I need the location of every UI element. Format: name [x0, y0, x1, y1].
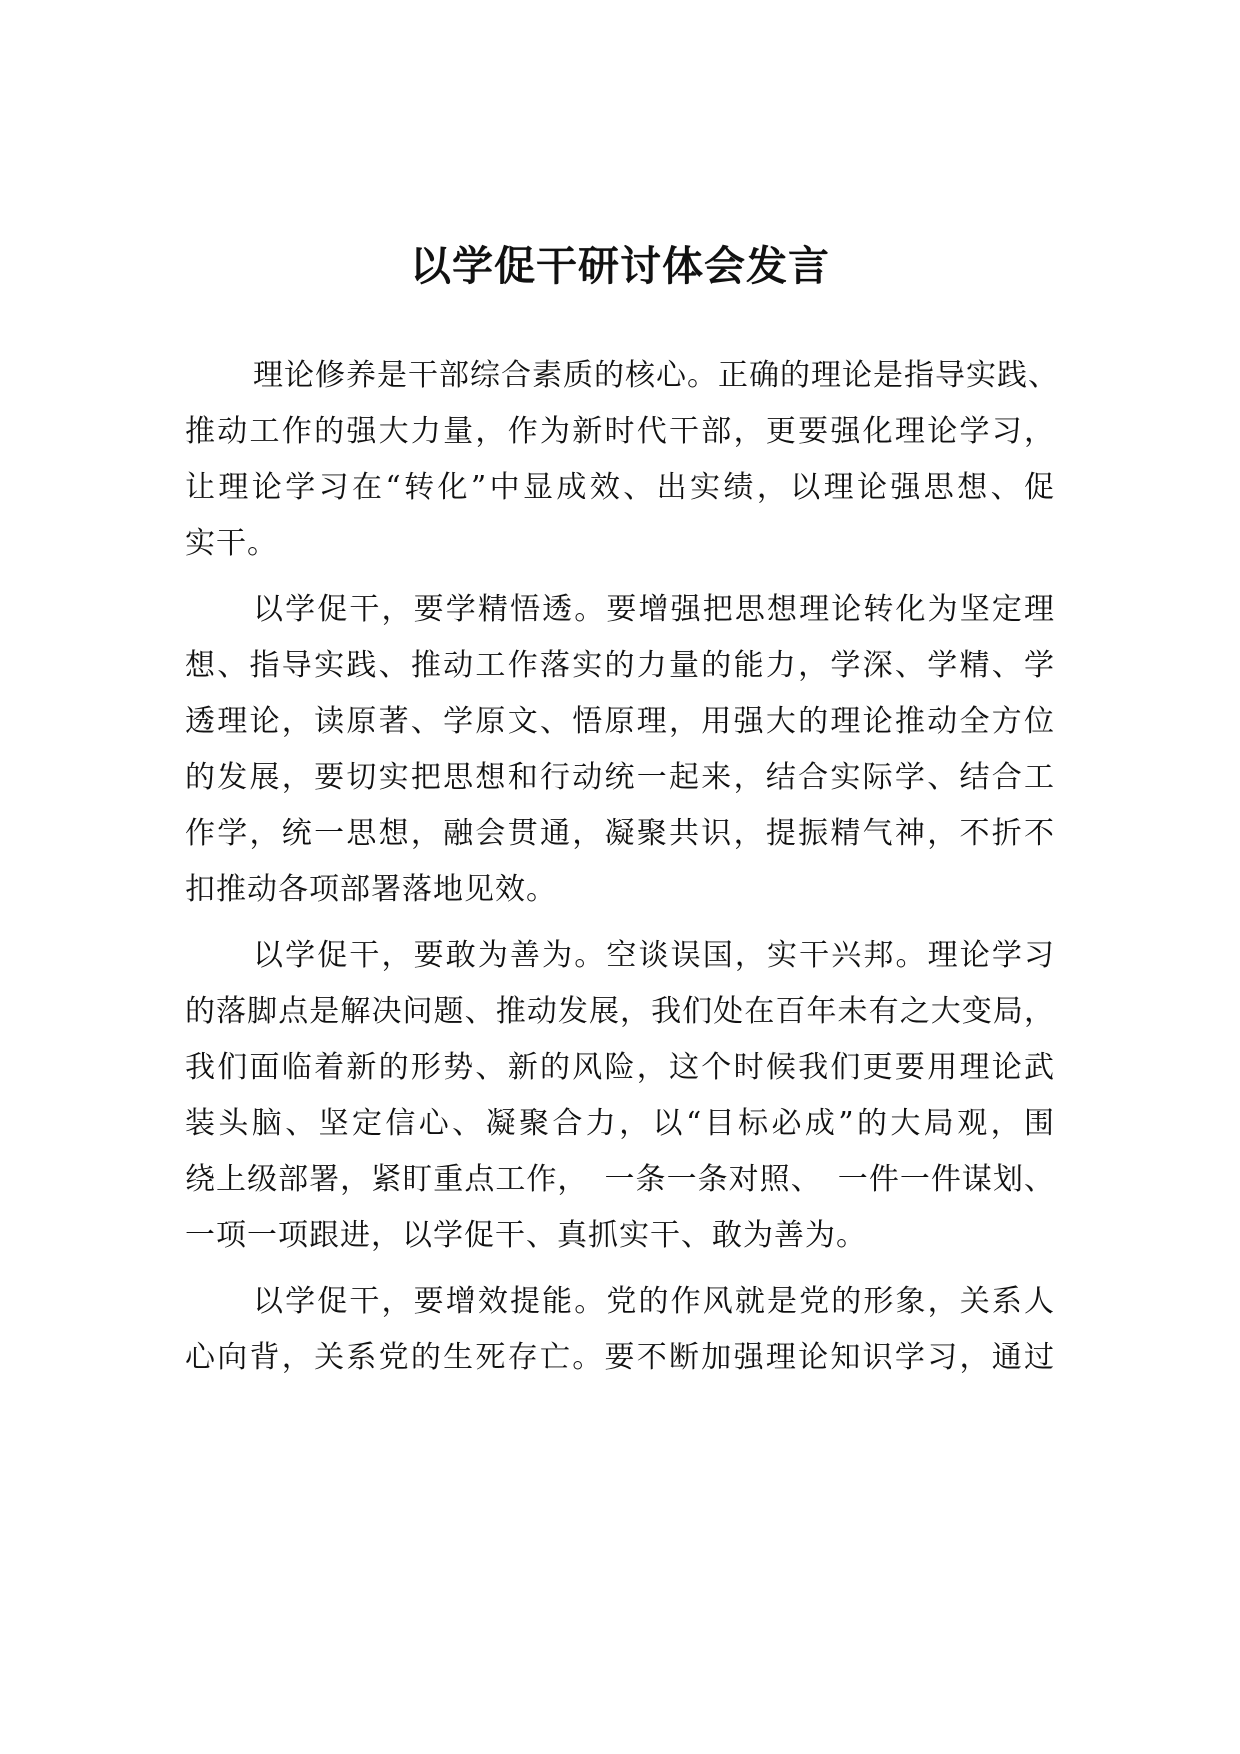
paragraph-2	[185, 582, 1055, 918]
text-line: 实干。	[185, 526, 278, 561]
paragraph-1	[185, 348, 1059, 572]
text-line: 以学促干，要学精悟透。要增强把思想理论转化为坚定理	[253, 592, 1055, 627]
text-line: 理论修养是干部综合素质的核心。正确的理论是指导实践、	[253, 358, 1059, 393]
text-line: 心向背，关系党的生死存亡。要不断加强理论知识学习，通过	[185, 1340, 1055, 1375]
text-line: 一项一项跟进，以学促干、真抓实干、敢为善为。	[185, 1218, 867, 1253]
document-body	[185, 348, 1059, 1396]
text-line: 推动工作的强大力量，作为新时代干部，更要强化理论学习，	[185, 414, 1055, 449]
document-title: 以学促干研讨体会发言	[410, 242, 830, 290]
text-line: 透理论，读原著、学原文、悟原理，用强大的理论推动全方位	[185, 704, 1055, 739]
text-line: 绕上级部署，紧盯重点工作， 一条一条对照、 一件一件谋划、	[185, 1162, 1055, 1197]
text-line: 的发展，要切实把思想和行动统一起来，结合实际学、结合工	[185, 760, 1055, 795]
paragraph-3	[185, 928, 1055, 1264]
text-line: 以学促干，要增效提能。党的作风就是党的形象，关系人	[253, 1284, 1055, 1319]
text-line: 的落脚点是解决问题、推动发展，我们处在百年未有之大变局，	[185, 994, 1055, 1029]
text-line: 装头脑、坚定信心、凝聚合力，以“目标必成”的大局观，围	[185, 1106, 1055, 1141]
text-line: 扣推动各项部署落地见效。	[185, 872, 557, 907]
text-line: 想、指导实践、推动工作落实的力量的能力，学深、学精、学	[185, 648, 1055, 683]
text-line: 以学促干，要敢为善为。空谈误国，实干兴邦。理论学习	[253, 938, 1055, 973]
paragraph-4	[185, 1274, 1055, 1386]
text-line: 让理论学习在“转化”中显成效、出实绩，以理论强思想、促	[185, 470, 1055, 505]
text-line: 我们面临着新的形势、新的风险，这个时候我们更要用理论武	[185, 1050, 1055, 1085]
text-line: 作学，统一思想，融会贯通，凝聚共识，提振精气神，不折不	[185, 816, 1055, 851]
